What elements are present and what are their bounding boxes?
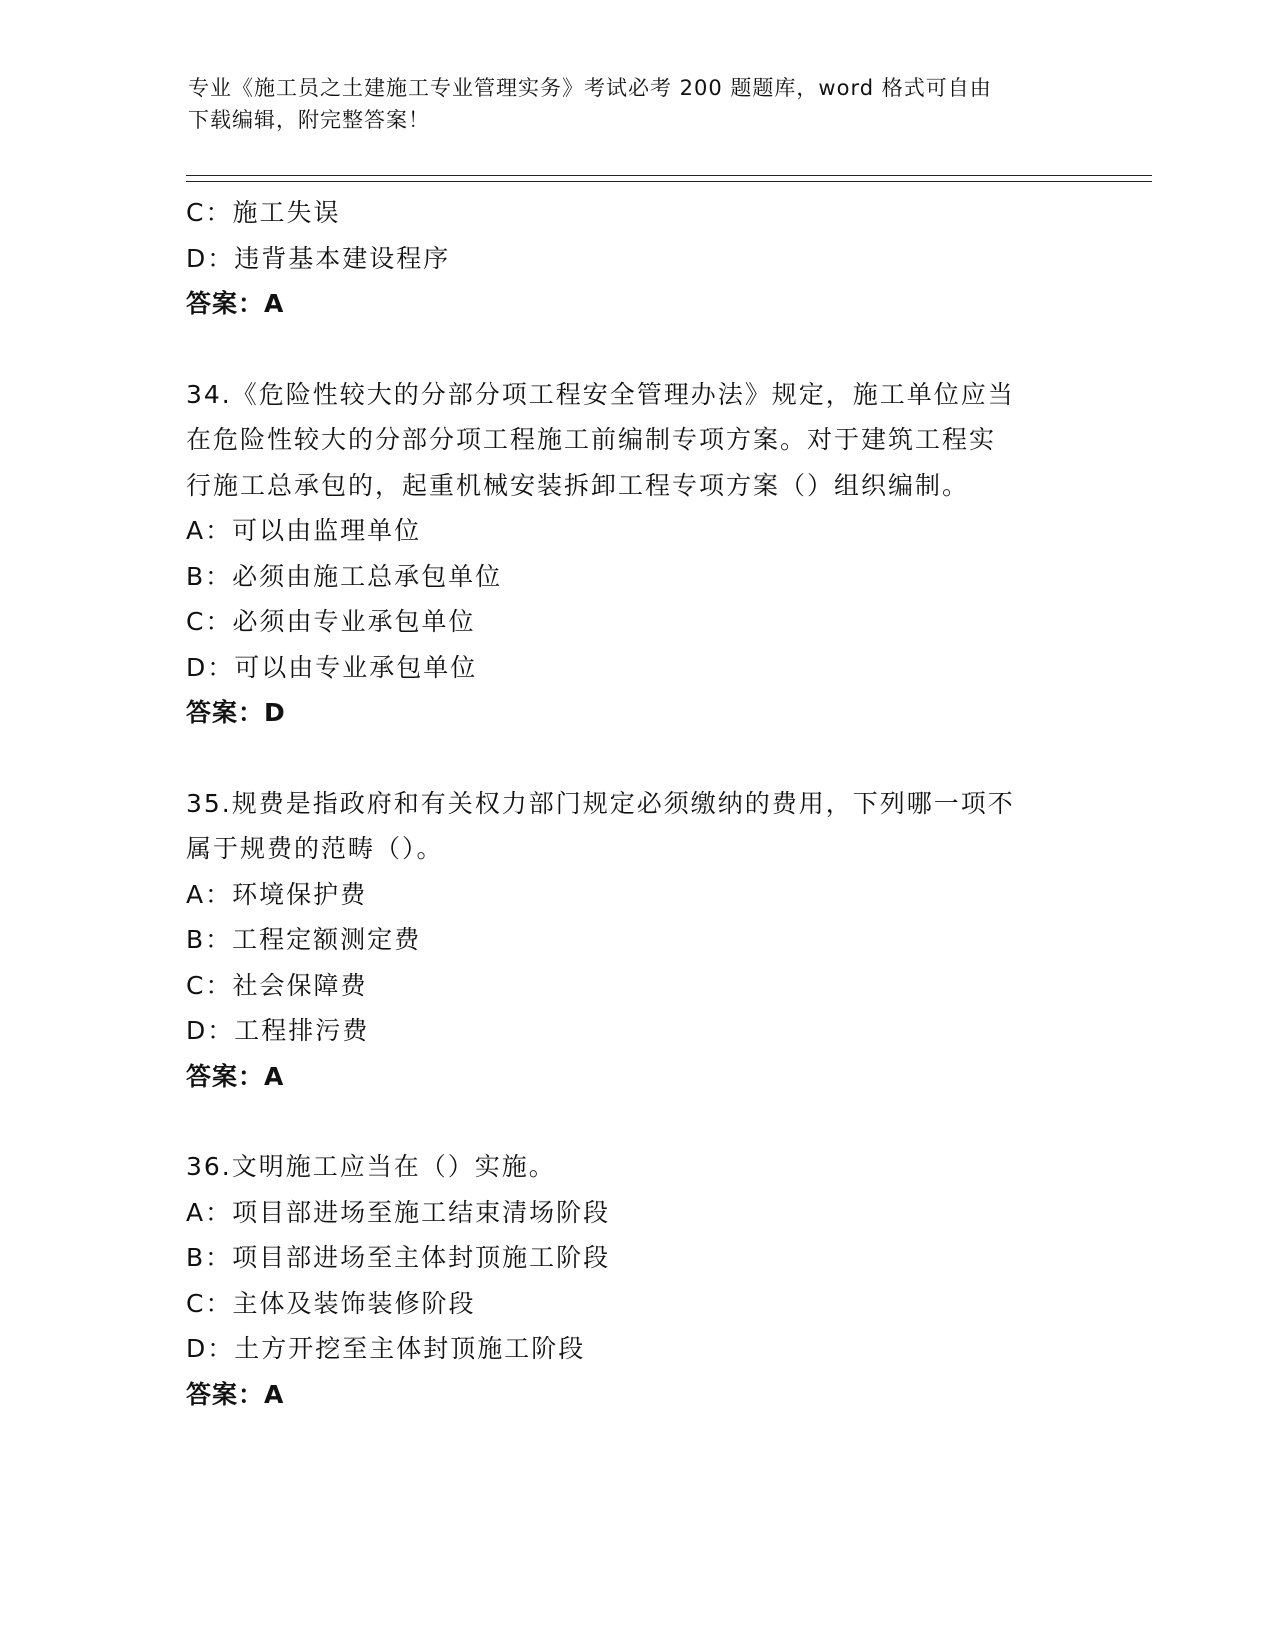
document-header bbox=[188, 72, 1088, 136]
option-b: B：工程定额测定费 bbox=[186, 925, 422, 954]
question-text-line: 行施工总承包的，起重机械安装拆卸工程专项方案（）组织编制。 bbox=[186, 470, 970, 500]
question-text-line: 36.文明施工应当在（）实施。 bbox=[186, 1152, 556, 1181]
header-line-2: 下载编辑，附完整答案！ bbox=[188, 108, 430, 132]
option-b: B：必须由施工总承包单位 bbox=[186, 561, 503, 591]
question-36 bbox=[186, 1144, 1086, 1417]
option-c: C：必须由专业承包单位 bbox=[186, 607, 476, 636]
answer: 答案：A bbox=[186, 1379, 285, 1409]
option-b: B：项目部进场至主体封顶施工阶段 bbox=[186, 1243, 611, 1272]
question-text-line: 35.规费是指政府和有关权力部门规定必须缴纳的费用，下列哪一项不 bbox=[186, 788, 1015, 818]
option-d: D：可以由专业承包单位 bbox=[186, 652, 478, 682]
question-text-line: 在危险性较大的分部分项工程施工前编制专项方案。对于建筑工程实 bbox=[186, 425, 997, 454]
header-line-1: 专业《施工员之土建施工专业管理实务》考试必考 200 题题库，word 格式可自由 bbox=[188, 76, 992, 100]
header-rule-bottom bbox=[186, 181, 1152, 182]
previous-question-tail bbox=[186, 190, 1086, 327]
answer: 答案：A bbox=[186, 1061, 285, 1091]
question-34 bbox=[186, 372, 1086, 736]
option-d: D：土方开挖至主体封顶施工阶段 bbox=[186, 1334, 586, 1363]
option-c: C：主体及装饰装修阶段 bbox=[186, 1288, 476, 1318]
option-a: A：可以由监理单位 bbox=[186, 516, 422, 545]
question-text-line: 34.《危险性较大的分部分项工程安全管理办法》规定，施工单位应当 bbox=[186, 379, 1015, 409]
answer: 答案：D bbox=[186, 698, 286, 727]
header-rule-top bbox=[186, 175, 1152, 176]
option-a: A：项目部进场至施工结束清场阶段 bbox=[186, 1197, 611, 1227]
option-d: D：违背基本建设程序 bbox=[186, 243, 451, 273]
option-d: D：工程排污费 bbox=[186, 1016, 370, 1045]
answer: 答案：A bbox=[186, 289, 285, 318]
question-35 bbox=[186, 781, 1086, 1100]
question-text-line: 属于规费的范畴（）。 bbox=[186, 834, 444, 863]
option-c: C：社会保障费 bbox=[186, 970, 368, 1000]
option-a: A：环境保护费 bbox=[186, 879, 368, 909]
option-c: C：施工失误 bbox=[186, 198, 341, 227]
question-list bbox=[186, 190, 1086, 1417]
